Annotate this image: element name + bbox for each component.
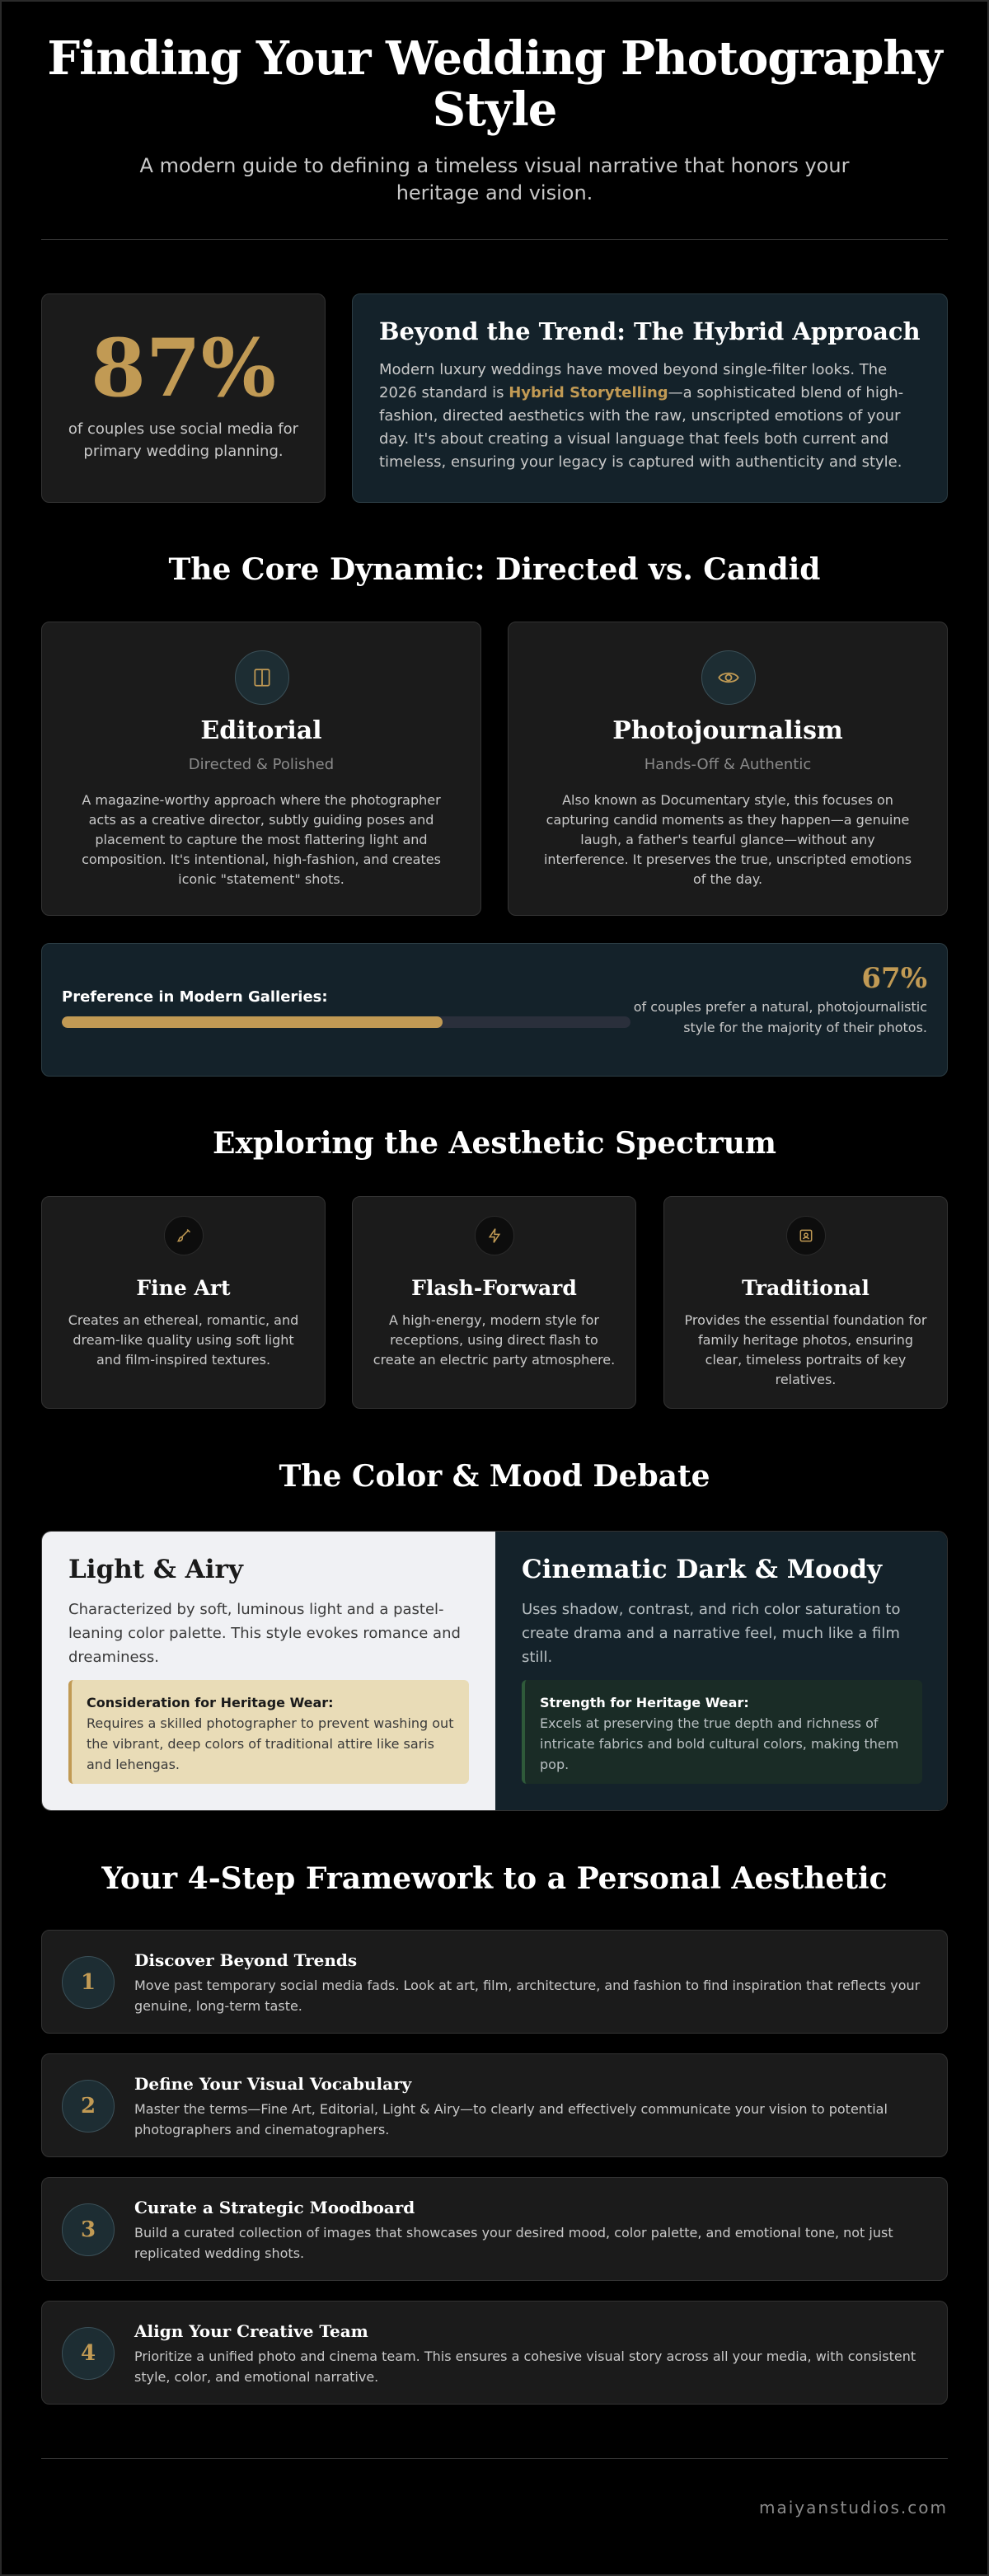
step-number: 4 — [62, 2327, 115, 2380]
spectrum-title-flash-forward: Flash-Forward — [411, 1276, 577, 1300]
editorial-card — [41, 622, 481, 916]
spectrum-body-traditional: Provides the essential foundation for family heritage photos, ensuring clear, timeless portraits of key relatives. — [684, 1312, 927, 1387]
step-card-4 — [41, 2301, 948, 2405]
light-airy-panel — [42, 1532, 495, 1810]
spectrum-card-flash-forward — [352, 1196, 636, 1409]
footer-divider — [41, 2458, 948, 2459]
debate-section-title: The Color & Mood Debate — [279, 1459, 710, 1494]
preference-label: Preference in Modern Galleries: — [62, 988, 328, 1006]
step-text: Build a curated collection of images that showcases your desired mood, color palette, and emotional tone, not just replicated wedding shots. — [134, 2225, 893, 2261]
light-airy-body: Characterized by soft, luminous light and a pastel-leaning color palette. This style evokes romance and dreaminess. — [68, 1601, 461, 1666]
heritage-consideration-text: Requires a skilled photographer to prevent washing out the vibrant, deep colors of traditional attire like saris and lehengas. — [87, 1715, 454, 1772]
step-number: 3 — [62, 2203, 115, 2256]
spectrum-title-fine-art: Fine Art — [136, 1276, 231, 1300]
step-text: Move past temporary social media fads. Look at art, film, architecture, and fashion to find inspiration that reflects your genuine, long-term taste. — [134, 1978, 921, 2014]
hybrid-card — [352, 293, 948, 503]
lightning-icon — [475, 1216, 514, 1255]
footer-website-link[interactable]: maiyanstudios.com — [759, 2498, 948, 2517]
spectrum-card-traditional — [663, 1196, 948, 1409]
stat-value: 87% — [91, 321, 276, 415]
cinematic-panel — [495, 1532, 948, 1810]
eye-icon — [701, 650, 756, 705]
preference-value: 67% — [861, 962, 927, 995]
editorial-title: Editorial — [200, 716, 322, 745]
cinematic-title: Cinematic Dark & Moody — [522, 1555, 883, 1584]
stat-card — [41, 293, 326, 503]
preference-bar-fill — [62, 1016, 443, 1028]
heritage-consideration-title: Consideration for Heritage Wear: — [87, 1695, 334, 1710]
book-icon — [235, 650, 289, 705]
hybrid-body — [379, 359, 922, 474]
photojournalism-title: Photojournalism — [612, 716, 843, 745]
spectrum-title-traditional: Traditional — [742, 1276, 869, 1300]
light-airy-title: Light & Airy — [68, 1555, 243, 1584]
cinematic-body: Uses shadow, contrast, and rich color saturation to create drama and a narrative feel, much like a film still. — [522, 1601, 901, 1666]
page-subtitle: A modern guide to defining a timeless visual narrative that honors your heritage and vision. — [139, 154, 850, 204]
step-number: 2 — [62, 2080, 115, 2133]
step-card-3 — [41, 2177, 948, 2281]
heritage-strength-title: Strength for Heritage Wear: — [540, 1695, 749, 1710]
editorial-body: A magazine-worthy approach where the photographer acts as a creative director, subtly guiding poses and placement to capture the most flattering light and composition. It's intentional, high-fashion, and creates iconic "statement" shots. — [82, 792, 441, 887]
heritage-strength-text: Excels at preserving the true depth and richness of intricate fabrics and bold cultural colors, making them pop. — [540, 1715, 899, 1772]
hybrid-title: Beyond the Trend: The Hybrid Approach — [379, 317, 921, 345]
heritage-strength-box — [522, 1680, 922, 1784]
spectrum-section-title: Exploring the Aesthetic Spectrum — [213, 1126, 776, 1161]
editorial-subtitle: Directed & Polished — [188, 756, 335, 773]
step-title: Discover Beyond Trends — [134, 1950, 358, 1970]
hybrid-highlight: Hybrid Storytelling — [509, 384, 668, 401]
step-text: Master the terms—Fine Art, Editorial, Light & Airy—to clearly and effectively communicate your vision to potential photographers and cinematographers. — [134, 2101, 888, 2137]
page-title: Finding Your Wedding Photography Style — [47, 31, 942, 137]
step-card-2 — [41, 2053, 948, 2157]
brush-icon — [164, 1216, 204, 1255]
photojournalism-subtitle: Hands-Off & Authentic — [644, 756, 812, 773]
core-section-title: The Core Dynamic: Directed vs. Candid — [168, 552, 821, 587]
stat-text: of couples use social media for primary wedding planning. — [68, 420, 299, 460]
preference-text: of couples prefer a natural, photojournalistic style for the majority of their photos. — [633, 999, 927, 1035]
debate-panel — [41, 1531, 948, 1811]
photojournalism-card — [508, 622, 948, 916]
hybrid-body-start: Modern luxury weddings have moved beyond single-filter looks. The 2026 standard is — [379, 361, 888, 401]
step-title: Curate a Strategic Moodboard — [134, 2198, 415, 2217]
photojournalism-body: Also known as Documentary style, this focuses on capturing candid moments as they happen—a genuine laugh, a father's tearful glance—without any interference. It preserves the true, unscripted emotions of the day. — [543, 792, 912, 887]
heritage-consideration-box — [68, 1680, 469, 1784]
step-title: Align Your Creative Team — [134, 2321, 368, 2341]
spectrum-card-fine-art — [41, 1196, 326, 1409]
spectrum-body-fine-art: Creates an ethereal, romantic, and dream-like quality using soft light and film-inspired textures. — [68, 1312, 299, 1368]
step-text: Prioritize a unified photo and cinema team. This ensures a cohesive visual story across all your media, with consistent style, color, and emotional narrative. — [134, 2348, 916, 2385]
spectrum-body-flash-forward: A high-energy, modern style for receptions, using direct flash to create an electric party atmosphere. — [373, 1312, 616, 1368]
preference-bar — [62, 1016, 630, 1028]
framework-section-title: Your 4-Step Framework to a Personal Aesthetic — [101, 1861, 888, 1896]
hybrid-body-end: —a sophisticated blend of high-fashion, directed aesthetics with the raw, unscripted emotions of your day. It's about creating a visual language that feels both current and timeless, ensuring your legacy is captured with authenticity and style. — [379, 384, 904, 471]
preference-card — [41, 943, 948, 1077]
step-card-1 — [41, 1930, 948, 2034]
header-divider — [41, 239, 948, 240]
portrait-icon — [786, 1216, 826, 1255]
step-number: 1 — [62, 1956, 115, 2009]
step-title: Define Your Visual Vocabulary — [134, 2074, 412, 2094]
